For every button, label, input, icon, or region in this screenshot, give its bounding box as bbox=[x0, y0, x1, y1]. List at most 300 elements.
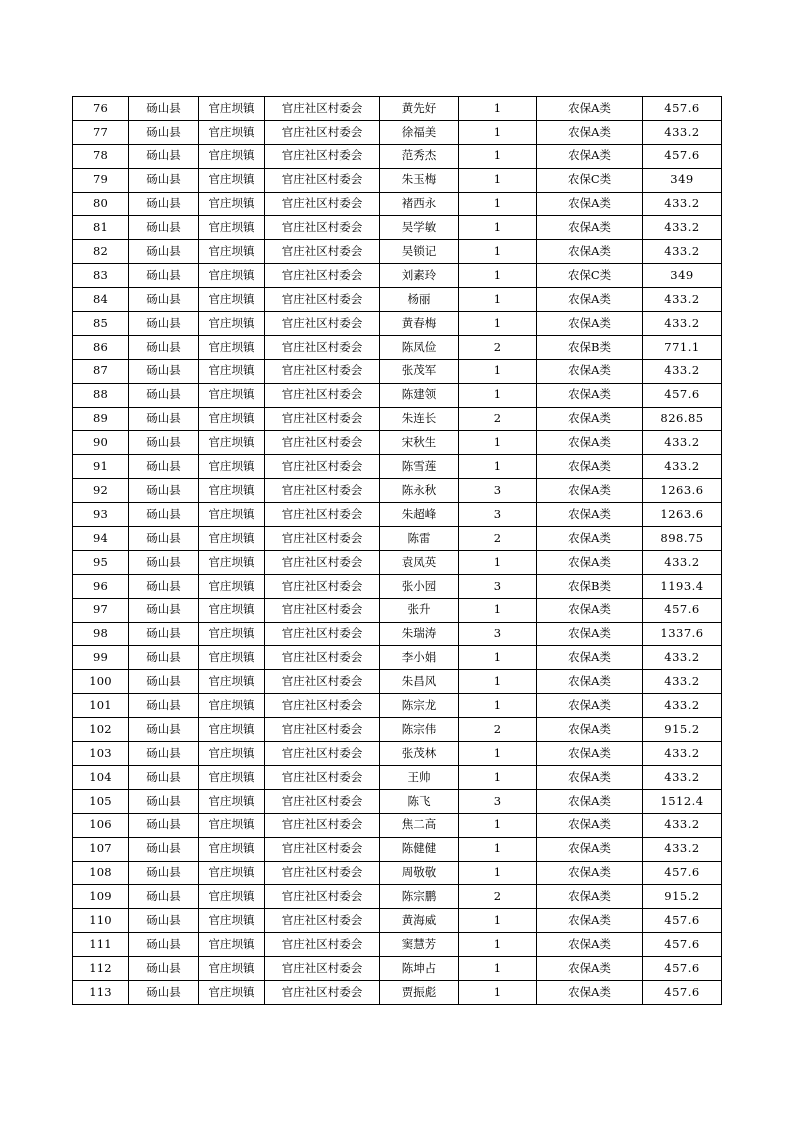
table-body bbox=[73, 97, 722, 1005]
cell-county: 砀山县 bbox=[129, 240, 199, 264]
cell-village-committee: 官庄社区村委会 bbox=[265, 479, 380, 503]
cell-amount: 433.2 bbox=[643, 670, 722, 694]
cell-name: 褚西永 bbox=[380, 192, 459, 216]
cell-village-committee: 官庄社区村委会 bbox=[265, 885, 380, 909]
cell-county: 砀山县 bbox=[129, 312, 199, 336]
cell-name: 李小娟 bbox=[380, 646, 459, 670]
cell-amount: 349 bbox=[643, 264, 722, 288]
cell-name: 陈雪莲 bbox=[380, 455, 459, 479]
table-row bbox=[73, 455, 722, 479]
cell-county: 砀山县 bbox=[129, 359, 199, 383]
table-row bbox=[73, 240, 722, 264]
beneficiary-table bbox=[72, 96, 722, 1005]
cell-household-size: 1 bbox=[459, 933, 537, 957]
cell-village-committee: 官庄社区村委会 bbox=[265, 694, 380, 718]
cell-amount: 433.2 bbox=[643, 455, 722, 479]
cell-village-committee: 官庄社区村委会 bbox=[265, 407, 380, 431]
cell-village-committee: 官庄社区村委会 bbox=[265, 933, 380, 957]
cell-household-size: 1 bbox=[459, 646, 537, 670]
cell-village-committee: 官庄社区村委会 bbox=[265, 646, 380, 670]
cell-amount: 433.2 bbox=[643, 813, 722, 837]
cell-county: 砀山县 bbox=[129, 861, 199, 885]
cell-serial-number: 96 bbox=[73, 574, 129, 598]
table-row bbox=[73, 909, 722, 933]
cell-household-size: 1 bbox=[459, 980, 537, 1004]
cell-amount: 349 bbox=[643, 168, 722, 192]
cell-county: 砀山县 bbox=[129, 431, 199, 455]
cell-amount: 433.2 bbox=[643, 431, 722, 455]
cell-town: 官庄坝镇 bbox=[199, 503, 265, 527]
cell-amount: 433.2 bbox=[643, 192, 722, 216]
cell-insurance-category: 农保C类 bbox=[537, 264, 643, 288]
cell-serial-number: 95 bbox=[73, 550, 129, 574]
cell-name: 周敬敬 bbox=[380, 861, 459, 885]
cell-county: 砀山县 bbox=[129, 646, 199, 670]
cell-name: 张茂林 bbox=[380, 742, 459, 766]
cell-insurance-category: 农保A类 bbox=[537, 694, 643, 718]
cell-town: 官庄坝镇 bbox=[199, 240, 265, 264]
cell-household-size: 1 bbox=[459, 598, 537, 622]
cell-household-size: 1 bbox=[459, 168, 537, 192]
cell-insurance-category: 农保A类 bbox=[537, 789, 643, 813]
cell-amount: 457.6 bbox=[643, 144, 722, 168]
cell-village-committee: 官庄社区村委会 bbox=[265, 383, 380, 407]
cell-household-size: 2 bbox=[459, 718, 537, 742]
cell-town: 官庄坝镇 bbox=[199, 359, 265, 383]
cell-county: 砀山县 bbox=[129, 574, 199, 598]
table-row bbox=[73, 765, 722, 789]
cell-serial-number: 102 bbox=[73, 718, 129, 742]
cell-town: 官庄坝镇 bbox=[199, 192, 265, 216]
table-row bbox=[73, 861, 722, 885]
cell-name: 朱瑞涛 bbox=[380, 622, 459, 646]
cell-serial-number: 80 bbox=[73, 192, 129, 216]
cell-village-committee: 官庄社区村委会 bbox=[265, 359, 380, 383]
cell-name: 陈建领 bbox=[380, 383, 459, 407]
cell-insurance-category: 农保B类 bbox=[537, 335, 643, 359]
cell-name: 吴锁记 bbox=[380, 240, 459, 264]
cell-county: 砀山县 bbox=[129, 837, 199, 861]
cell-serial-number: 94 bbox=[73, 527, 129, 551]
cell-insurance-category: 农保A类 bbox=[537, 503, 643, 527]
cell-village-committee: 官庄社区村委会 bbox=[265, 312, 380, 336]
table-row bbox=[73, 431, 722, 455]
cell-county: 砀山县 bbox=[129, 694, 199, 718]
cell-household-size: 3 bbox=[459, 622, 537, 646]
cell-county: 砀山县 bbox=[129, 192, 199, 216]
cell-village-committee: 官庄社区村委会 bbox=[265, 168, 380, 192]
cell-name: 张小园 bbox=[380, 574, 459, 598]
table-row bbox=[73, 288, 722, 312]
cell-village-committee: 官庄社区村委会 bbox=[265, 813, 380, 837]
cell-village-committee: 官庄社区村委会 bbox=[265, 264, 380, 288]
cell-household-size: 3 bbox=[459, 503, 537, 527]
cell-household-size: 1 bbox=[459, 909, 537, 933]
cell-insurance-category: 农保A类 bbox=[537, 479, 643, 503]
cell-insurance-category: 农保A类 bbox=[537, 957, 643, 981]
cell-village-committee: 官庄社区村委会 bbox=[265, 765, 380, 789]
cell-serial-number: 81 bbox=[73, 216, 129, 240]
table-row bbox=[73, 503, 722, 527]
cell-county: 砀山县 bbox=[129, 264, 199, 288]
cell-amount: 457.6 bbox=[643, 861, 722, 885]
table-row bbox=[73, 742, 722, 766]
table-row bbox=[73, 407, 722, 431]
table-row bbox=[73, 144, 722, 168]
cell-serial-number: 82 bbox=[73, 240, 129, 264]
cell-village-committee: 官庄社区村委会 bbox=[265, 240, 380, 264]
cell-name: 陈飞 bbox=[380, 789, 459, 813]
cell-town: 官庄坝镇 bbox=[199, 335, 265, 359]
cell-insurance-category: 农保A类 bbox=[537, 670, 643, 694]
cell-serial-number: 83 bbox=[73, 264, 129, 288]
cell-village-committee: 官庄社区村委会 bbox=[265, 789, 380, 813]
cell-serial-number: 113 bbox=[73, 980, 129, 1004]
cell-serial-number: 112 bbox=[73, 957, 129, 981]
cell-town: 官庄坝镇 bbox=[199, 455, 265, 479]
cell-serial-number: 108 bbox=[73, 861, 129, 885]
cell-county: 砀山县 bbox=[129, 455, 199, 479]
cell-town: 官庄坝镇 bbox=[199, 670, 265, 694]
cell-serial-number: 105 bbox=[73, 789, 129, 813]
cell-town: 官庄坝镇 bbox=[199, 957, 265, 981]
cell-town: 官庄坝镇 bbox=[199, 789, 265, 813]
cell-county: 砀山县 bbox=[129, 97, 199, 121]
cell-town: 官庄坝镇 bbox=[199, 550, 265, 574]
table-row bbox=[73, 933, 722, 957]
cell-amount: 433.2 bbox=[643, 120, 722, 144]
cell-insurance-category: 农保A类 bbox=[537, 120, 643, 144]
cell-amount: 771.1 bbox=[643, 335, 722, 359]
table-row bbox=[73, 550, 722, 574]
cell-town: 官庄坝镇 bbox=[199, 598, 265, 622]
cell-name: 宋秋生 bbox=[380, 431, 459, 455]
cell-county: 砀山县 bbox=[129, 168, 199, 192]
cell-town: 官庄坝镇 bbox=[199, 718, 265, 742]
cell-amount: 457.6 bbox=[643, 909, 722, 933]
cell-village-committee: 官庄社区村委会 bbox=[265, 455, 380, 479]
cell-household-size: 2 bbox=[459, 335, 537, 359]
cell-household-size: 1 bbox=[459, 144, 537, 168]
cell-name: 陈宗鹏 bbox=[380, 885, 459, 909]
table-row bbox=[73, 980, 722, 1004]
cell-serial-number: 91 bbox=[73, 455, 129, 479]
cell-serial-number: 110 bbox=[73, 909, 129, 933]
cell-town: 官庄坝镇 bbox=[199, 216, 265, 240]
cell-village-committee: 官庄社区村委会 bbox=[265, 957, 380, 981]
cell-county: 砀山县 bbox=[129, 622, 199, 646]
cell-village-committee: 官庄社区村委会 bbox=[265, 718, 380, 742]
cell-name: 袁凤英 bbox=[380, 550, 459, 574]
table-row bbox=[73, 216, 722, 240]
cell-town: 官庄坝镇 bbox=[199, 980, 265, 1004]
table-row bbox=[73, 957, 722, 981]
cell-town: 官庄坝镇 bbox=[199, 527, 265, 551]
cell-town: 官庄坝镇 bbox=[199, 479, 265, 503]
cell-county: 砀山县 bbox=[129, 407, 199, 431]
cell-county: 砀山县 bbox=[129, 144, 199, 168]
cell-name: 杨丽 bbox=[380, 288, 459, 312]
cell-serial-number: 101 bbox=[73, 694, 129, 718]
cell-county: 砀山县 bbox=[129, 909, 199, 933]
cell-name: 窦慧芳 bbox=[380, 933, 459, 957]
cell-village-committee: 官庄社区村委会 bbox=[265, 670, 380, 694]
cell-village-committee: 官庄社区村委会 bbox=[265, 861, 380, 885]
cell-serial-number: 77 bbox=[73, 120, 129, 144]
cell-household-size: 1 bbox=[459, 431, 537, 455]
cell-insurance-category: 农保A类 bbox=[537, 312, 643, 336]
cell-village-committee: 官庄社区村委会 bbox=[265, 574, 380, 598]
cell-insurance-category: 农保A类 bbox=[537, 455, 643, 479]
cell-name: 陈雷 bbox=[380, 527, 459, 551]
cell-amount: 898.75 bbox=[643, 527, 722, 551]
cell-village-committee: 官庄社区村委会 bbox=[265, 335, 380, 359]
cell-amount: 457.6 bbox=[643, 980, 722, 1004]
table-row bbox=[73, 97, 722, 121]
cell-name: 陈坤占 bbox=[380, 957, 459, 981]
cell-insurance-category: 农保A类 bbox=[537, 765, 643, 789]
cell-name: 陈宗伟 bbox=[380, 718, 459, 742]
cell-village-committee: 官庄社区村委会 bbox=[265, 527, 380, 551]
cell-name: 王帅 bbox=[380, 765, 459, 789]
cell-county: 砀山县 bbox=[129, 885, 199, 909]
cell-county: 砀山县 bbox=[129, 980, 199, 1004]
cell-insurance-category: 农保A类 bbox=[537, 718, 643, 742]
cell-county: 砀山县 bbox=[129, 765, 199, 789]
cell-serial-number: 107 bbox=[73, 837, 129, 861]
cell-amount: 433.2 bbox=[643, 646, 722, 670]
cell-amount: 457.6 bbox=[643, 598, 722, 622]
cell-town: 官庄坝镇 bbox=[199, 861, 265, 885]
cell-insurance-category: 农保A类 bbox=[537, 97, 643, 121]
cell-county: 砀山县 bbox=[129, 957, 199, 981]
cell-amount: 433.2 bbox=[643, 694, 722, 718]
cell-town: 官庄坝镇 bbox=[199, 312, 265, 336]
cell-town: 官庄坝镇 bbox=[199, 933, 265, 957]
cell-amount: 457.6 bbox=[643, 933, 722, 957]
cell-town: 官庄坝镇 bbox=[199, 264, 265, 288]
cell-serial-number: 78 bbox=[73, 144, 129, 168]
cell-county: 砀山县 bbox=[129, 288, 199, 312]
cell-county: 砀山县 bbox=[129, 479, 199, 503]
cell-insurance-category: 农保A类 bbox=[537, 622, 643, 646]
cell-county: 砀山县 bbox=[129, 120, 199, 144]
cell-serial-number: 86 bbox=[73, 335, 129, 359]
cell-insurance-category: 农保A类 bbox=[537, 837, 643, 861]
cell-village-committee: 官庄社区村委会 bbox=[265, 503, 380, 527]
table-row bbox=[73, 359, 722, 383]
cell-insurance-category: 农保A类 bbox=[537, 383, 643, 407]
cell-town: 官庄坝镇 bbox=[199, 407, 265, 431]
cell-insurance-category: 农保C类 bbox=[537, 168, 643, 192]
cell-village-committee: 官庄社区村委会 bbox=[265, 431, 380, 455]
cell-town: 官庄坝镇 bbox=[199, 765, 265, 789]
cell-name: 贾振彪 bbox=[380, 980, 459, 1004]
cell-household-size: 3 bbox=[459, 574, 537, 598]
table-row bbox=[73, 192, 722, 216]
cell-town: 官庄坝镇 bbox=[199, 646, 265, 670]
cell-insurance-category: 农保A类 bbox=[537, 288, 643, 312]
cell-insurance-category: 农保A类 bbox=[537, 742, 643, 766]
cell-household-size: 1 bbox=[459, 957, 537, 981]
cell-amount: 826.85 bbox=[643, 407, 722, 431]
cell-household-size: 1 bbox=[459, 765, 537, 789]
cell-town: 官庄坝镇 bbox=[199, 97, 265, 121]
cell-insurance-category: 农保A类 bbox=[537, 813, 643, 837]
cell-insurance-category: 农保A类 bbox=[537, 216, 643, 240]
table-row bbox=[73, 813, 722, 837]
cell-amount: 433.2 bbox=[643, 550, 722, 574]
cell-serial-number: 103 bbox=[73, 742, 129, 766]
cell-household-size: 1 bbox=[459, 455, 537, 479]
cell-household-size: 2 bbox=[459, 885, 537, 909]
cell-town: 官庄坝镇 bbox=[199, 574, 265, 598]
cell-amount: 915.2 bbox=[643, 885, 722, 909]
cell-household-size: 1 bbox=[459, 240, 537, 264]
table-row bbox=[73, 646, 722, 670]
table-row bbox=[73, 335, 722, 359]
cell-household-size: 1 bbox=[459, 694, 537, 718]
table-row bbox=[73, 479, 722, 503]
cell-name: 朱超峰 bbox=[380, 503, 459, 527]
cell-serial-number: 76 bbox=[73, 97, 129, 121]
cell-insurance-category: 农保A类 bbox=[537, 980, 643, 1004]
table-row bbox=[73, 789, 722, 813]
cell-household-size: 1 bbox=[459, 742, 537, 766]
cell-insurance-category: 农保B类 bbox=[537, 574, 643, 598]
cell-county: 砀山县 bbox=[129, 216, 199, 240]
cell-serial-number: 89 bbox=[73, 407, 129, 431]
table-row bbox=[73, 598, 722, 622]
cell-insurance-category: 农保A类 bbox=[537, 933, 643, 957]
cell-insurance-category: 农保A类 bbox=[537, 598, 643, 622]
cell-village-committee: 官庄社区村委会 bbox=[265, 216, 380, 240]
cell-serial-number: 84 bbox=[73, 288, 129, 312]
cell-name: 徐福美 bbox=[380, 120, 459, 144]
cell-serial-number: 93 bbox=[73, 503, 129, 527]
table-row bbox=[73, 670, 722, 694]
cell-serial-number: 97 bbox=[73, 598, 129, 622]
cell-county: 砀山县 bbox=[129, 383, 199, 407]
cell-amount: 1337.6 bbox=[643, 622, 722, 646]
table-row bbox=[73, 885, 722, 909]
cell-town: 官庄坝镇 bbox=[199, 813, 265, 837]
table-row bbox=[73, 312, 722, 336]
cell-village-committee: 官庄社区村委会 bbox=[265, 742, 380, 766]
cell-household-size: 2 bbox=[459, 527, 537, 551]
cell-household-size: 1 bbox=[459, 216, 537, 240]
cell-amount: 433.2 bbox=[643, 216, 722, 240]
cell-amount: 1193.4 bbox=[643, 574, 722, 598]
table-row bbox=[73, 264, 722, 288]
cell-household-size: 1 bbox=[459, 264, 537, 288]
cell-county: 砀山县 bbox=[129, 718, 199, 742]
cell-county: 砀山县 bbox=[129, 789, 199, 813]
cell-town: 官庄坝镇 bbox=[199, 431, 265, 455]
cell-household-size: 2 bbox=[459, 407, 537, 431]
cell-name: 刘素玲 bbox=[380, 264, 459, 288]
cell-village-committee: 官庄社区村委会 bbox=[265, 144, 380, 168]
cell-serial-number: 87 bbox=[73, 359, 129, 383]
cell-village-committee: 官庄社区村委会 bbox=[265, 980, 380, 1004]
cell-insurance-category: 农保A类 bbox=[537, 527, 643, 551]
cell-amount: 915.2 bbox=[643, 718, 722, 742]
cell-amount: 433.2 bbox=[643, 359, 722, 383]
cell-town: 官庄坝镇 bbox=[199, 288, 265, 312]
cell-name: 朱玉梅 bbox=[380, 168, 459, 192]
cell-insurance-category: 农保A类 bbox=[537, 144, 643, 168]
cell-serial-number: 99 bbox=[73, 646, 129, 670]
table-row bbox=[73, 718, 722, 742]
cell-town: 官庄坝镇 bbox=[199, 168, 265, 192]
cell-village-committee: 官庄社区村委会 bbox=[265, 622, 380, 646]
cell-name: 焦二高 bbox=[380, 813, 459, 837]
cell-insurance-category: 农保A类 bbox=[537, 431, 643, 455]
cell-serial-number: 85 bbox=[73, 312, 129, 336]
cell-amount: 1263.6 bbox=[643, 479, 722, 503]
cell-name: 朱昌风 bbox=[380, 670, 459, 694]
cell-amount: 433.2 bbox=[643, 742, 722, 766]
cell-serial-number: 111 bbox=[73, 933, 129, 957]
cell-name: 黄先好 bbox=[380, 97, 459, 121]
cell-household-size: 1 bbox=[459, 120, 537, 144]
cell-town: 官庄坝镇 bbox=[199, 144, 265, 168]
cell-name: 朱连长 bbox=[380, 407, 459, 431]
cell-insurance-category: 农保A类 bbox=[537, 861, 643, 885]
cell-town: 官庄坝镇 bbox=[199, 383, 265, 407]
cell-serial-number: 109 bbox=[73, 885, 129, 909]
cell-county: 砀山县 bbox=[129, 670, 199, 694]
cell-amount: 433.2 bbox=[643, 837, 722, 861]
table-row bbox=[73, 694, 722, 718]
cell-amount: 457.6 bbox=[643, 383, 722, 407]
cell-amount: 1263.6 bbox=[643, 503, 722, 527]
table-row bbox=[73, 120, 722, 144]
table-row bbox=[73, 574, 722, 598]
table-row bbox=[73, 527, 722, 551]
cell-name: 陈宗龙 bbox=[380, 694, 459, 718]
table-row bbox=[73, 383, 722, 407]
cell-town: 官庄坝镇 bbox=[199, 909, 265, 933]
cell-amount: 433.2 bbox=[643, 288, 722, 312]
cell-amount: 457.6 bbox=[643, 957, 722, 981]
cell-serial-number: 79 bbox=[73, 168, 129, 192]
cell-village-committee: 官庄社区村委会 bbox=[265, 909, 380, 933]
cell-town: 官庄坝镇 bbox=[199, 742, 265, 766]
cell-serial-number: 98 bbox=[73, 622, 129, 646]
cell-county: 砀山县 bbox=[129, 527, 199, 551]
cell-amount: 433.2 bbox=[643, 765, 722, 789]
cell-name: 黄春梅 bbox=[380, 312, 459, 336]
cell-town: 官庄坝镇 bbox=[199, 622, 265, 646]
cell-town: 官庄坝镇 bbox=[199, 837, 265, 861]
cell-serial-number: 100 bbox=[73, 670, 129, 694]
cell-town: 官庄坝镇 bbox=[199, 120, 265, 144]
cell-county: 砀山县 bbox=[129, 335, 199, 359]
cell-amount: 1512.4 bbox=[643, 789, 722, 813]
cell-household-size: 1 bbox=[459, 837, 537, 861]
cell-name: 黄海威 bbox=[380, 909, 459, 933]
cell-town: 官庄坝镇 bbox=[199, 885, 265, 909]
cell-village-committee: 官庄社区村委会 bbox=[265, 192, 380, 216]
cell-name: 张升 bbox=[380, 598, 459, 622]
cell-village-committee: 官庄社区村委会 bbox=[265, 598, 380, 622]
cell-household-size: 1 bbox=[459, 861, 537, 885]
cell-household-size: 1 bbox=[459, 192, 537, 216]
cell-serial-number: 88 bbox=[73, 383, 129, 407]
cell-serial-number: 104 bbox=[73, 765, 129, 789]
cell-village-committee: 官庄社区村委会 bbox=[265, 288, 380, 312]
